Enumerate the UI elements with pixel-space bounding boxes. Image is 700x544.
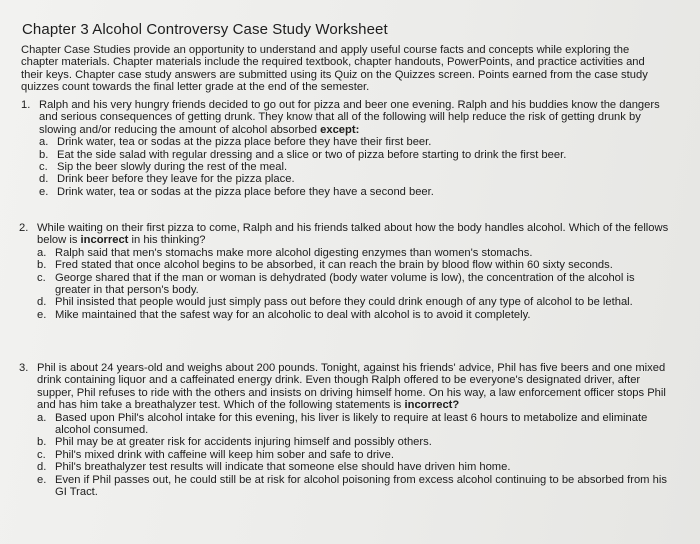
answer-option-e [37,309,669,321]
question-text [37,222,669,247]
page-title: Chapter 3 Alcohol Controversy Case Study Worksheet [22,21,388,38]
option-letter: a. [39,136,49,149]
question-2 [19,222,669,321]
option-text: Sip the beer slowly during the rest of the meal. [57,161,288,174]
answer-option-b [37,436,669,448]
question-3 [19,362,669,498]
option-text: Fred stated that once alcohol begins to be absorbed, it can reach the brain by blood flow within 60 sixty seconds. [55,259,613,272]
answer-option-d [37,461,669,473]
answer-option-b [37,259,669,271]
intro-paragraph: Chapter Case Studies provide an opportunity to understand and apply useful course facts and concepts while exploring the chapter materials. Chapter materials include the required textbook, chapter handouts, PowerPoints, and practice activities and their keys. Chapter case study answers are submitted using its Quiz on the Quizzes screen. Points earned from the case study quizzes count towards the final letter grade at the end of the semester. [21,44,648,94]
answer-options [39,136,669,198]
option-text: Mike maintained that the safest way for an alcoholic to deal with alcohol is to avoid it completely. [55,308,531,321]
answer-option-c [37,272,669,297]
option-text: Ralph said that men's stomachs make more alcohol digesting enzymes than women's stomachs. [55,246,533,259]
option-text: Eat the side salad with regular dressing and a slice or two of pizza before starting to drink the first beer. [57,148,567,161]
question-emphasis: incorrect [80,234,129,247]
question-emphasis: incorrect? [404,399,460,412]
option-letter: b. [37,436,47,449]
question-number: 3. [19,362,29,374]
answer-option-a [39,136,669,148]
question-text [37,362,669,412]
option-letter: c. [39,161,48,174]
question-stem-end: in his thinking? [131,234,206,247]
option-letter: b. [39,148,49,161]
answer-option-e [37,474,669,499]
option-text: Drink beer before they leave for the pizza place. [57,173,295,186]
question-emphasis: except: [320,123,360,136]
question-stem: While waiting on their first pizza to come, Ralph and his friends talked about how the body handles alcohol. Which of the fellows below is [37,222,669,247]
option-text: Based upon Phil's alcohol intake for this evening, his liver is likely to require at least 6 hours to metabolize and eliminate alcohol consumed. [55,411,648,437]
option-letter: e. [37,308,47,321]
option-letter: a. [37,246,47,259]
option-letter: d. [37,461,47,474]
option-text: George shared that if the man or woman is dehydrated (body water volume is low), the concentration of the alcohol is greater in that person's body. [55,271,635,297]
option-letter: e. [37,473,47,486]
question-text [39,99,669,136]
option-letter: a. [37,411,47,424]
question-stem: Phil is about 24 years-old and weighs about 200 pounds. Tonight, against his friends' advice, Phil has five beers and one mixed drink containing liquor and a caffeinated energy drink. Even though Ralph offered to be everyone's designated driver, after supper, Phil refuses to ride with the others and insists on driving himself home. On his way, a law enforcement officer stops Phil and has him take a breathalyzer test. Which of the following statements is [37,362,666,412]
question-stem: Ralph and his very hungry friends decided to go out for pizza and beer one evening. Ralph and his buddies know the dangers and serious consequences of getting drunk. They know that all of the following will help reduce the risk of getting drunk by slowing and/or reducing the amount of alcohol absorbed [39,99,660,136]
option-text: Drink water, tea or sodas at the pizza place before they have their first beer. [57,136,432,149]
question-number: 1. [21,99,31,111]
option-text: Phil's mixed drink with caffeine will keep him sober and safe to drive. [55,448,394,461]
answer-option-c [39,161,669,173]
answer-option-b [39,149,669,161]
answer-options [37,247,669,321]
option-text: Phil may be at greater risk for accidents injuring himself and possibly others. [55,436,432,449]
option-letter: d. [37,296,47,309]
question-number: 2. [19,222,29,234]
answer-option-d [37,296,669,308]
option-letter: d. [39,173,49,186]
answer-option-e [39,186,669,198]
option-text: Even if Phil passes out, he could still be at risk for alcohol poisoning from excess alcohol continuing to be absorbed from his GI Tract. [55,473,667,499]
option-text: Drink water, tea or sodas at the pizza place before they have a second beer. [57,185,434,198]
option-text: Phil's breathalyzer test results will indicate that someone else should have driven him home. [55,461,511,474]
option-letter: c. [37,271,46,284]
option-letter: e. [39,185,49,198]
option-letter: b. [37,259,47,272]
question-1 [21,99,669,198]
option-letter: c. [37,448,46,461]
option-text: Phil insisted that people would just simply pass out before they could drink enough of any type of alcohol to be lethal. [55,296,633,309]
answer-option-a [37,412,669,437]
answer-option-c [37,449,669,461]
answer-option-d [39,173,669,185]
answer-options [37,412,669,499]
answer-option-a [37,247,669,259]
